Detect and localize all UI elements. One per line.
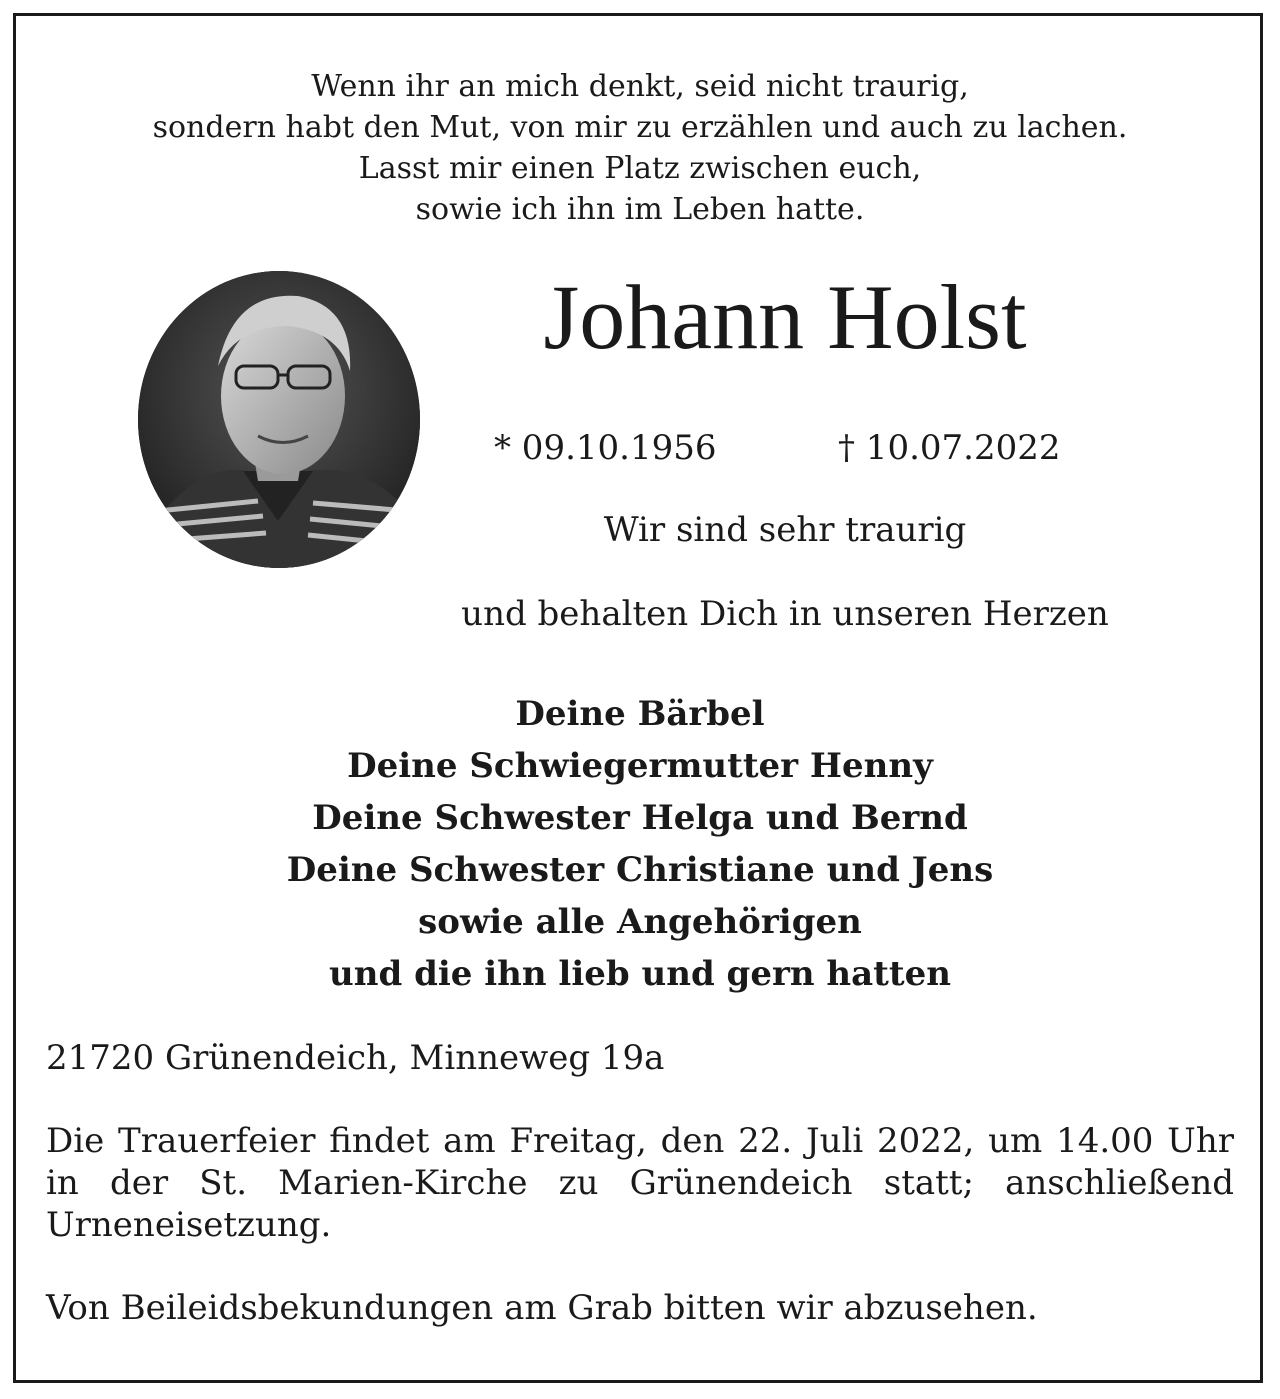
poem-line: sowie ich ihn im Leben hatte. — [415, 192, 865, 227]
poem — [0, 66, 1280, 230]
family-line: Deine Schwester Helga und Bernd — [312, 798, 968, 838]
family-line: und die ihn lieb und gern hatten — [329, 954, 951, 994]
poem-line: Wenn ihr an mich denkt, seid nicht traurig, — [311, 69, 969, 104]
death-date: † 10.07.2022 — [838, 428, 1061, 468]
mourning-line-1: Wir sind sehr traurig — [603, 510, 967, 550]
deceased-name: Johann Holst — [543, 266, 1027, 368]
birth-date: * 09.10.1956 — [494, 428, 717, 468]
condolence-note: Von Beileidsbekundungen am Grab bitten wir abzusehen. — [46, 1288, 1038, 1328]
ceremony-info: Die Trauerfeier findet am Freitag, den 22. Juli 2022, um 14.00 Uhr in der St. Marien-Kirche zu Grünendeich statt; anschließend Urneneisetzung. — [46, 1121, 1234, 1245]
portrait-image — [138, 271, 420, 568]
poem-line: Lasst mir einen Platz zwischen euch, — [358, 151, 922, 186]
family-signatures — [0, 688, 1280, 1000]
portrait-photo — [138, 271, 420, 568]
family-line: sowie alle Angehörigen — [418, 902, 862, 942]
family-line: Deine Bärbel — [515, 694, 765, 734]
family-line: Deine Schwester Christiane und Jens — [286, 850, 994, 890]
mourning-line-2: und behalten Dich in unseren Herzen — [461, 594, 1109, 634]
poem-line: sondern habt den Mut, von mir zu erzählen und auch zu lachen. — [152, 110, 1128, 145]
family-line: Deine Schwiegermutter Henny — [347, 746, 933, 786]
address: 21720 Grünendeich, Minneweg 19a — [46, 1038, 665, 1078]
